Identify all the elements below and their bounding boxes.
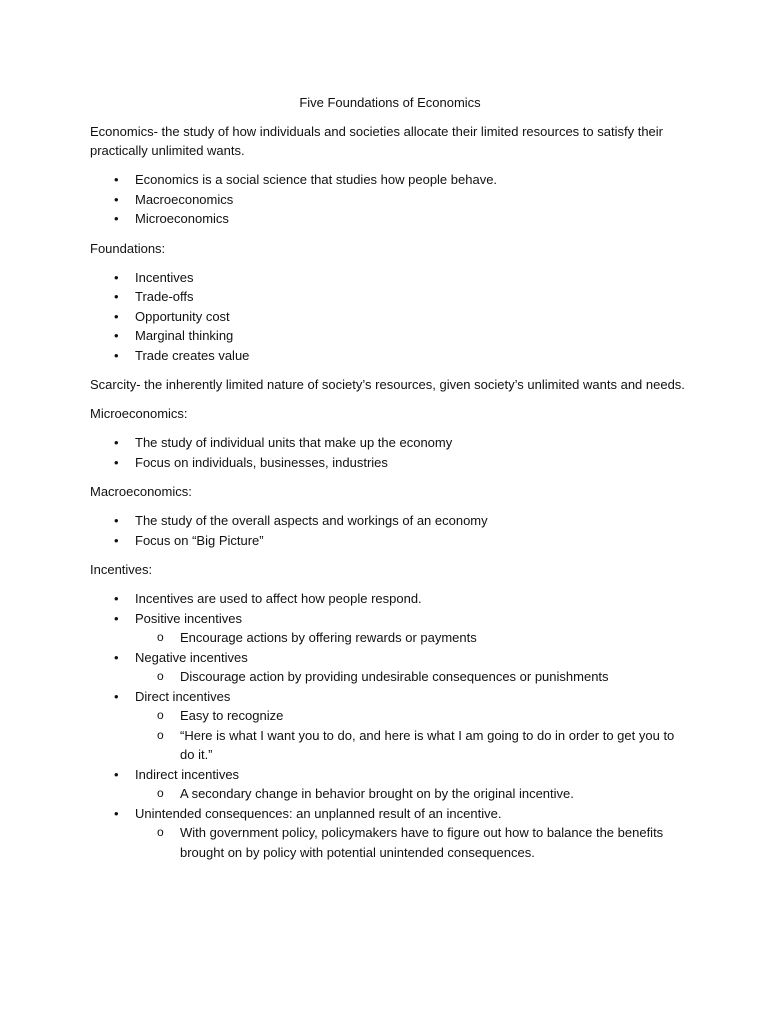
bullet-icon: •: [114, 591, 119, 606]
list-item-text: The study of individual units that make up the economy: [135, 435, 453, 450]
list-item: [90, 346, 690, 366]
sub-list: [135, 667, 690, 687]
list-item: [90, 170, 690, 190]
circle-bullet-icon: o: [157, 669, 164, 683]
microeconomics-heading: Microeconomics:: [90, 406, 188, 421]
circle-bullet-icon: o: [157, 786, 164, 800]
bullet-icon: •: [114, 513, 119, 528]
list-item: [90, 609, 690, 648]
list-item: [90, 531, 690, 551]
list-item-text: Unintended consequences: an unplanned result of an incentive.: [135, 805, 502, 821]
sub-list-item-text: Discourage action by providing undesirable consequences or punishments: [180, 669, 609, 684]
list-item-text: Economics is a social science that studies how people behave.: [135, 172, 498, 187]
sub-list: [135, 628, 690, 648]
list-item-text: Incentives: [135, 269, 194, 285]
sub-list: [135, 784, 690, 804]
list-item: [90, 307, 690, 327]
bullet-icon: •: [114, 454, 119, 470]
sub-list-item-text: Encourage actions by offering rewards or payments: [180, 630, 477, 645]
bullet-icon: •: [114, 649, 119, 665]
macroeconomics-heading: Macroeconomics:: [90, 484, 192, 499]
intro-bullet-list: [90, 170, 690, 229]
list-item-text: Focus on “Big Picture”: [135, 532, 264, 548]
list-item-text: Indirect incentives: [135, 766, 240, 782]
microeconomics-list: [90, 433, 690, 472]
list-item: [90, 453, 690, 473]
bullet-icon: •: [114, 347, 119, 363]
list-item: [90, 648, 690, 687]
intro-paragraph: Economics- the study of how individuals and societies allocate their limited resources to satisfy their practically unlimited wants.: [90, 124, 663, 158]
list-item-text: Microeconomics: [135, 211, 229, 226]
list-item: [90, 209, 690, 229]
circle-bullet-icon: o: [157, 630, 164, 644]
list-item: [90, 687, 690, 765]
sub-list-item: [135, 823, 690, 862]
bullet-icon: •: [114, 308, 119, 324]
sub-list: [135, 706, 690, 765]
bullet-icon: •: [114, 435, 119, 450]
list-item-text: The study of the overall aspects and workings of an economy: [135, 513, 488, 528]
list-item: [90, 287, 690, 307]
list-item: [90, 433, 690, 453]
list-item-text: Direct incentives: [135, 688, 231, 704]
document-title: Five Foundations of Economics: [299, 95, 481, 110]
list-item: [90, 190, 690, 210]
incentives-heading: Incentives:: [90, 562, 153, 577]
document-body: [90, 93, 690, 872]
bullet-icon: •: [114, 532, 119, 548]
bullet-icon: •: [114, 805, 119, 821]
list-item: [90, 326, 690, 346]
sub-list-item: [135, 667, 690, 687]
bullet-icon: •: [114, 172, 119, 187]
list-item-text: Opportunity cost: [135, 308, 230, 324]
list-item-text: Trade-offs: [135, 289, 194, 304]
list-item-text: Macroeconomics: [135, 191, 234, 207]
list-item-text: Trade creates value: [135, 347, 250, 363]
bullet-icon: •: [114, 610, 119, 626]
list-item-text: Focus on individuals, businesses, industries: [135, 454, 388, 470]
foundations-list: [90, 268, 690, 366]
bullet-icon: •: [114, 688, 119, 704]
incentives-list: [90, 589, 690, 862]
list-item-text: Incentives are used to affect how people respond.: [135, 591, 422, 606]
list-item-text: Negative incentives: [135, 649, 248, 665]
list-item-text: Marginal thinking: [135, 328, 234, 343]
scarcity-paragraph: Scarcity- the inherently limited nature of society’s resources, given society’s unlimited wants and needs.: [90, 377, 685, 392]
bullet-icon: •: [114, 328, 119, 343]
bullet-icon: •: [114, 766, 119, 782]
bullet-icon: •: [114, 269, 119, 285]
circle-bullet-icon: o: [157, 825, 164, 839]
sub-list-item-text: With government policy, policymakers have to figure out how to balance the benefits brought on by policy with potential unintended consequences.: [180, 825, 664, 860]
list-item: [90, 511, 690, 531]
sub-list-item: [135, 726, 690, 765]
list-item: [90, 765, 690, 804]
bullet-icon: •: [114, 211, 119, 226]
list-item: [90, 268, 690, 288]
bullet-icon: •: [114, 289, 119, 304]
macroeconomics-list: [90, 511, 690, 550]
sub-list-item: [135, 628, 690, 648]
circle-bullet-icon: o: [157, 727, 164, 742]
foundations-heading: Foundations:: [90, 240, 166, 256]
sub-list-item-text: Easy to recognize: [180, 708, 284, 723]
sub-list: [135, 823, 690, 862]
sub-list-item: [135, 706, 690, 726]
circle-bullet-icon: o: [157, 708, 164, 722]
list-item: [90, 589, 690, 609]
sub-list-item-text: A secondary change in behavior brought on by the original incentive.: [180, 786, 574, 801]
list-item: [90, 804, 690, 863]
sub-list-item-text: “Here is what I want you to do, and here is what I am going to do in order to get you to do it.”: [180, 727, 675, 762]
sub-list-item: [135, 784, 690, 804]
bullet-icon: •: [114, 191, 119, 207]
list-item-text: Positive incentives: [135, 610, 242, 626]
